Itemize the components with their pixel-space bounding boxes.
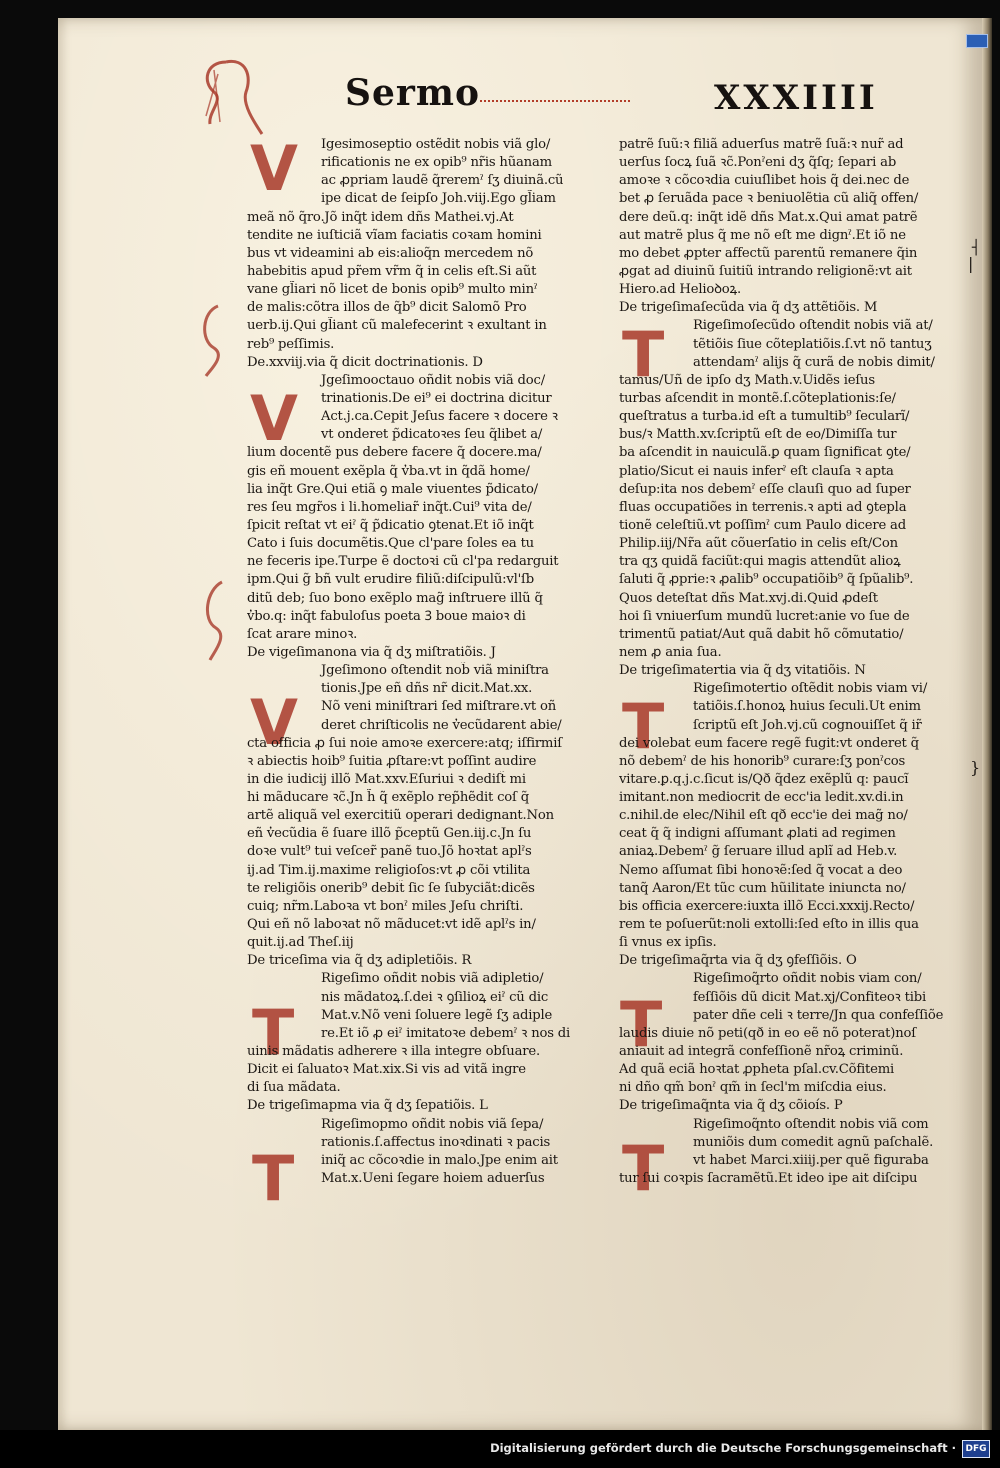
text-line: bus/ꝛ Matth.xv.ſcriptũ eſt de eo/Dimiſſa tur	[619, 427, 897, 443]
text-line: Dicit ei ſaluatoꝛ Mat.xix.Si vis ad vitã ingre	[247, 1062, 526, 1078]
text-line: ditũ deb; ſuo bono exẽplo mag̃ inſtruere illũ q̃	[247, 590, 543, 606]
rubricated-initial: T	[252, 1142, 295, 1215]
text-line: dei volebat eum facere regẽ fugit:vt onderet q̃	[619, 735, 919, 751]
text-line: deſup:ita nos debemˀ eſſe clauſi quo ad ſuper	[619, 481, 911, 497]
text-line: Rigeſimotertio oſtẽdit nobis viam vi/	[693, 681, 928, 697]
text-line: tatiõis.ſ.honoꝝ huius ſeculi.Ut enim	[693, 699, 921, 715]
text-line: Nõ veni miniſtrari ſed miſtrare.vt oñ	[321, 699, 556, 715]
text-line: ba aſcendit in nauiculã.ꝑ quam ſignificat ꝯte/	[619, 445, 911, 461]
text-line: ne feceris ipe.Turpe ẽ doctoꝛi cũ cl'pa redarguit	[247, 554, 559, 570]
text-line: Quos deteſtat dñs Mat.xvj.di.Quid ꝓdeſt	[619, 590, 878, 606]
text-line: re.Et iõ ꝓ eiˀ imitatoꝛe debemˀ ꝛ nos di	[321, 1025, 571, 1041]
text-line: ac ꝓpriam laudẽ q̃reremˀ ſʒ diuinã.cũ	[321, 173, 564, 189]
text-line: deret chriſticolis ne v̓ecũdarent abie/	[321, 717, 562, 733]
margin-mark: |	[968, 254, 974, 273]
text-line: muniõis dum comedit agnũ paſchalẽ.	[693, 1134, 934, 1150]
text-line: vt onderet p̃dicatoꝛes ſeu q̃libet a/	[321, 427, 543, 443]
text-line: tionis.Jpe eñ dñs nr̃ dicit.Mat.xx.	[321, 681, 533, 697]
text-line: De trigeſimaq̃rta via q̃ dʒ ꝯfeſſiõis. O	[619, 953, 857, 969]
scan-color-marker	[966, 34, 988, 48]
text-line: laudis diuie nõ peti(qð in eo eẽ nõ poterat)noſ	[619, 1025, 916, 1041]
text-line: uerſus ſocꝝ ſuã ꝛc̃.Ponˀeni dʒ q̃ſq; ſepari ab	[619, 155, 897, 171]
rubricated-initial: V	[250, 132, 298, 205]
text-line: artẽ aliquã vel exercitiũ operari dedignant.Non	[247, 808, 554, 824]
text-line: tanq̃ Aaron/Et tũc cum hũilitate iniuncta no/	[619, 880, 906, 896]
text-line: bis officia exercere:iuxta illõ Ecci.xxxij.Recto/	[619, 898, 915, 914]
text-line: rem te poſuerũt:noli extolli:ſed eſto in illis qua	[619, 917, 919, 933]
text-line: Nemo aſſumat ſibi honoꝛẽ:ſed q̃ vocat a deo	[619, 862, 903, 878]
text-line: cta officia ꝓ ſui noie amoꝛe exercere:atq; iſfirmiſ	[247, 735, 562, 751]
text-line: c.nihil.de elec/Nihil eſt qð ecc'ie dei mag̃ no/	[619, 808, 908, 824]
text-line: Rigeſimopmo oñdit nobis viã ſepa/	[321, 1116, 544, 1132]
text-line: vt habet Marci.xiiij.per quẽ figuraba	[693, 1152, 929, 1168]
text-line: nõ debemˀ de his honorib⁹ curare:ſʒ ponˀcos	[619, 753, 906, 769]
text-line: bet ꝓ ſeruãda pace ꝛ beniuolẽtia cũ aliq̃ offen/	[619, 191, 919, 207]
text-line: Rigeſimoq̃rto oñdit nobis viam con/	[693, 971, 922, 987]
text-line: ni dño qm̃ bonˀ qm̃ in ſecl'm miſcdia eius.	[619, 1080, 887, 1096]
text-line: fluas occupatiões in terrenis.ꝛ apti ad ꝯtepla	[619, 499, 907, 515]
header-flourish-ornament	[196, 52, 266, 142]
text-column-left	[247, 136, 595, 1188]
text-column-right	[619, 136, 964, 1188]
rubricated-initial: V	[250, 382, 298, 455]
rubricated-initial: T	[622, 1132, 665, 1205]
text-line: ſcriptũ eſt Joh.vj.cũ cognouiſſet q̃ ir̃	[693, 717, 922, 733]
page-edge	[982, 18, 992, 1430]
folio-number: XXXIIII	[714, 78, 878, 118]
text-line: iniq̃ ac cõcoꝛdie in malo.Jpe enim ait	[321, 1152, 558, 1168]
text-line: di ſua mãdata.	[247, 1080, 341, 1096]
text-line: turbas aſcendit in montẽ.ſ.cõteplationis:ſe/	[619, 390, 896, 406]
text-line: reb⁹ peſſimis.	[247, 336, 335, 352]
text-line: pater dñe celi ꝛ terre/Jn qua confeſſiõe	[693, 1007, 944, 1023]
text-line: amoꝛe ꝛ cõcoꝛdia cuiuſlibet hois q̃ dei.nec de	[619, 173, 910, 189]
text-line: quit.ij.ad Theſ.iij	[247, 935, 354, 951]
text-line: in die iudicij illõ Mat.xxv.Eſuriui ꝛ dediſt̃ mi	[247, 771, 526, 787]
text-line: habebitis apud pr̃em vr̃m q̃ in celis eſt.Si aũt	[247, 263, 537, 279]
running-head-title: Sermo	[345, 72, 480, 114]
text-line: hi mãducare ꝛc̃.Jn h̃ q̃ exẽplo rep̃hẽdit coſ q̃	[247, 790, 529, 806]
text-line: nis mãdatoꝝ.ſ.dei ꝛ ꝯſilioꝝ eiˀ cũ dic	[321, 989, 549, 1005]
dfg-logo: DFG	[962, 1440, 990, 1458]
text-line: aniaꝝ.Debemˀ g̃ ſeruare illud aplĩ ad Heb.v.	[619, 844, 898, 860]
funding-credit: Digitalisierung gefördert durch die Deutsche Forschungsgemeinschaft ·	[490, 1441, 956, 1455]
text-line: mo debet ꝓpter affectũ parentũ remanere q̃in	[619, 245, 918, 261]
text-line: meã nõ q̃ro.Jõ inq̃t idem dñs Mathei.vj.At	[247, 209, 514, 225]
text-line: Cato i ſuis documẽtis.Que cl'pare ſoles ea tu	[247, 536, 534, 552]
text-line: res ſeu mgr̃os i li.homeliar̃ inq̃t.Cui⁹ vita de/	[247, 499, 532, 515]
text-line: attendamˀ alijs q̃ curã de nobis dimit/	[693, 354, 935, 370]
text-line: lia inq̃t Gre.Qui etiã ꝯ male viuentes p̃dicato/	[247, 481, 538, 497]
text-line: feſſiõis dũ dicit Mat.xj/Confiteoꝛ tibi	[693, 989, 926, 1005]
text-line: tur ſui coꝛpis ſacramẽtũ.Et ideo ipe ait diſcipu	[619, 1171, 918, 1187]
text-line: dere deũ.q: inq̃t idẽ dñs Mat.x.Qui amat patrẽ	[619, 209, 918, 225]
text-line: te religiõis onerib⁹ debit̃ ſic ſe ſubyciãt:dicẽs	[247, 880, 535, 896]
text-line: Igesimoseptio ostẽdit nobis viã glo/	[321, 137, 551, 152]
text-line: tẽtiõis ſiue cõteplatiõis.ſ.vt nõ tantuʒ	[693, 336, 932, 352]
running-head-rule	[480, 100, 630, 102]
text-line: tra qʒ quidã faciũt:qui magis attendũt alioꝝ	[619, 554, 901, 570]
text-line: rificationis ne ex opib⁹ nr̃is hũanam	[321, 155, 552, 171]
text-line: Act.j.ca.Cepit Jeſus facere ꝛ docere ꝛ	[321, 409, 558, 425]
text-line: De triceſima via q̃ dʒ adipletiõis. R	[247, 953, 472, 969]
text-line: Jgeſimooctauo oñdit nobis viã doc/	[321, 372, 545, 388]
rubricated-initial: T	[620, 988, 663, 1061]
text-line: ipe dicat de ſeipſo Joh.viij.Ego gl̃iam	[321, 191, 556, 207]
rubricated-initial: T	[622, 318, 665, 391]
text-line: de malis:cõtra illos de q̃b⁹ dicit Salomõ Pro	[247, 300, 527, 316]
text-line: ſi vnus ex ipſis.	[619, 935, 717, 951]
text-line: ꝛ abiectis hoib⁹ ſuitia ꝓſtare:vt poſſint audire	[247, 753, 537, 769]
margin-mark: ┤	[972, 240, 981, 256]
text-line: ij.ad Tim.ij.maxime religioſos:vt ꝓ cõi vtilita	[247, 862, 531, 878]
text-line: aut matrẽ plus q̃ me nõ eſt me dignˀ.Et iõ ne	[619, 227, 906, 243]
text-line: gis eñ mouent exẽpla q̃ v̓ba.vt in q̃dã home/	[247, 463, 530, 479]
text-line: queſtratus a turba.id eſt a tumultib⁹ ſecularĩ/	[619, 409, 910, 425]
text-line: De.xxviij.via q̃ dicit doctrinationis. D	[247, 354, 483, 370]
text-line: hoi ſi vniuerſum mundũ lucret:anie vo ſue de	[619, 608, 910, 624]
text-line: ſaluti q̃ ꝓprie:ꝛ ꝓalib⁹ occupatiõib⁹ q̃ ſpũalib⁹.	[619, 572, 914, 588]
text-line: Ad quã eciã hoꝛtat ꝓpheta pſal.cv.Cõfitemi	[619, 1062, 895, 1078]
rubricated-initial: T	[252, 996, 295, 1069]
text-line: ſpicit reſtat vt eiˀ q̃ p̃dicatio ꝯtenat.Et iõ inq̃t	[247, 517, 534, 533]
text-line: Rigeſimoſecũdo oſtendit nobis viã at/	[693, 318, 933, 334]
text-line: imitant.non mediocrit de ecc'ia ledit.xv.di.in	[619, 790, 904, 806]
text-line: De trigeſimaſecũda via q̃ dʒ attẽtiõis. M	[619, 300, 878, 316]
text-line: Mat.v.Nõ veni ſoluere legẽ ſʒ adiple	[321, 1007, 553, 1023]
text-line: Rigeſimoq̃nto oſtendit nobis viã com	[693, 1116, 929, 1132]
text-line: vitare.ꝑ.q.j.c.ſicut is/Qð q̃dez exẽplũ q: paucĩ	[619, 771, 909, 787]
text-line: Rigeſimo oñdit nobis viã adipletio/	[321, 971, 544, 987]
text-line: v̓bo.q: inq̃t fabuloſus poeta Ꝫ boue maioꝛ di	[247, 608, 526, 624]
text-line: platio/Sicut ei nauis inferˀ eſt clauſa ꝛ apta	[619, 463, 894, 479]
text-line: aniauit ad integrã confeſſionẽ nr̃oꝝ criminũ.	[619, 1044, 904, 1060]
margin-mark: }	[970, 758, 981, 777]
text-line: trinationis.De ei⁹ ei doctrina dicitur	[321, 390, 552, 406]
marginal-flourish	[196, 300, 236, 380]
text-line: Philip.iij/Nr̃a aũt cõuerſatio in celis eſt/Con	[619, 536, 898, 552]
text-line: Qui eñ nõ laboꝛat nõ mãducet:vt idẽ aplˀs in/	[247, 917, 536, 933]
text-line: vane gl̃iari nõ licet de bonis opib⁹ multo minˀ	[247, 282, 538, 298]
text-line: cuiq; nr̃m.Laboꝛa vt bonˀ miles Jeſu chriſti.	[247, 898, 524, 914]
text-line: ꝓgat ad diuinũ ſuitiũ intrando religionẽ:vt ait	[619, 263, 912, 279]
text-line: patrẽ ſuũ:ꝛ filiã aduerſus matrẽ ſuã:ꝛ nur̃ ad	[619, 137, 904, 152]
text-line: uinis mãdatis adherere ꝛ illa integre obſuare.	[247, 1044, 540, 1060]
text-line: nem ꝓ ania ſua.	[619, 644, 722, 660]
text-line: ceat q̃ q̃ indigni aſſumant ꝓlati ad regimen	[619, 826, 896, 842]
text-line: ſcat arare minoꝛ.	[247, 626, 358, 642]
text-line: rationis.ſ.affectus inoꝛdinati ꝛ pacis	[321, 1134, 551, 1150]
text-line: De trigeſimapma via q̃ dʒ ſepatiõis. L	[247, 1098, 488, 1114]
text-line: doꝛe vult⁹ tui veſcer̃ panẽ tuo.Jõ hoꝛtat aplˀs	[247, 844, 532, 860]
text-line: Mat.x.Ueni ſegare hoiem aduerſus	[321, 1171, 545, 1187]
text-line: De trigeſimatertia via q̃ dʒ vitatiõis. N	[619, 663, 866, 679]
text-line: bus vt videamini ab eis:alioq̃n mercedem nõ	[247, 245, 534, 261]
rubricated-initial: T	[622, 690, 665, 763]
text-line: uerb.ij.Qui gl̃iant cũ malefecerint ꝛ exultant in	[247, 318, 547, 334]
text-line: De vigeſimanona via q̃ dʒ miſtratiõis. J	[247, 644, 496, 660]
text-line: Hiero.ad Helioꝺoꝝ.	[619, 282, 741, 298]
text-line: tamus/Uñ de ipſo dʒ Math.v.Uidẽs ieſus	[619, 372, 875, 388]
text-line: lium docentẽ pus debere facere q̃ docere.ma/	[247, 445, 542, 461]
marginal-flourish	[198, 576, 238, 666]
text-line: tendite ne iuſticiã vĩam faciatis coꝛam homini	[247, 227, 542, 243]
text-line: tionẽ celeſtiũ.vt poſſimˀ cum Paulo dicere ad	[619, 517, 906, 533]
text-line: Jgeſimono oſtendit nob̃ viã miniſtra	[321, 663, 549, 679]
text-line: eñ v̓ecũdia ẽ ſuare illõ p̃ceptũ Gen.iij.c.Jn ſu	[247, 826, 532, 842]
rubricated-initial: V	[250, 686, 298, 759]
text-line: ipm.Qui g̃ bñ vult erudire filiũ:diſcipulũ:vl'ſb	[247, 572, 534, 588]
text-line: trimentũ patiat/Aut quã dabit hõ cõmutatio/	[619, 626, 904, 642]
text-line: De trigeſimaq̃nta via q̃ dʒ cõioís. P	[619, 1098, 843, 1114]
